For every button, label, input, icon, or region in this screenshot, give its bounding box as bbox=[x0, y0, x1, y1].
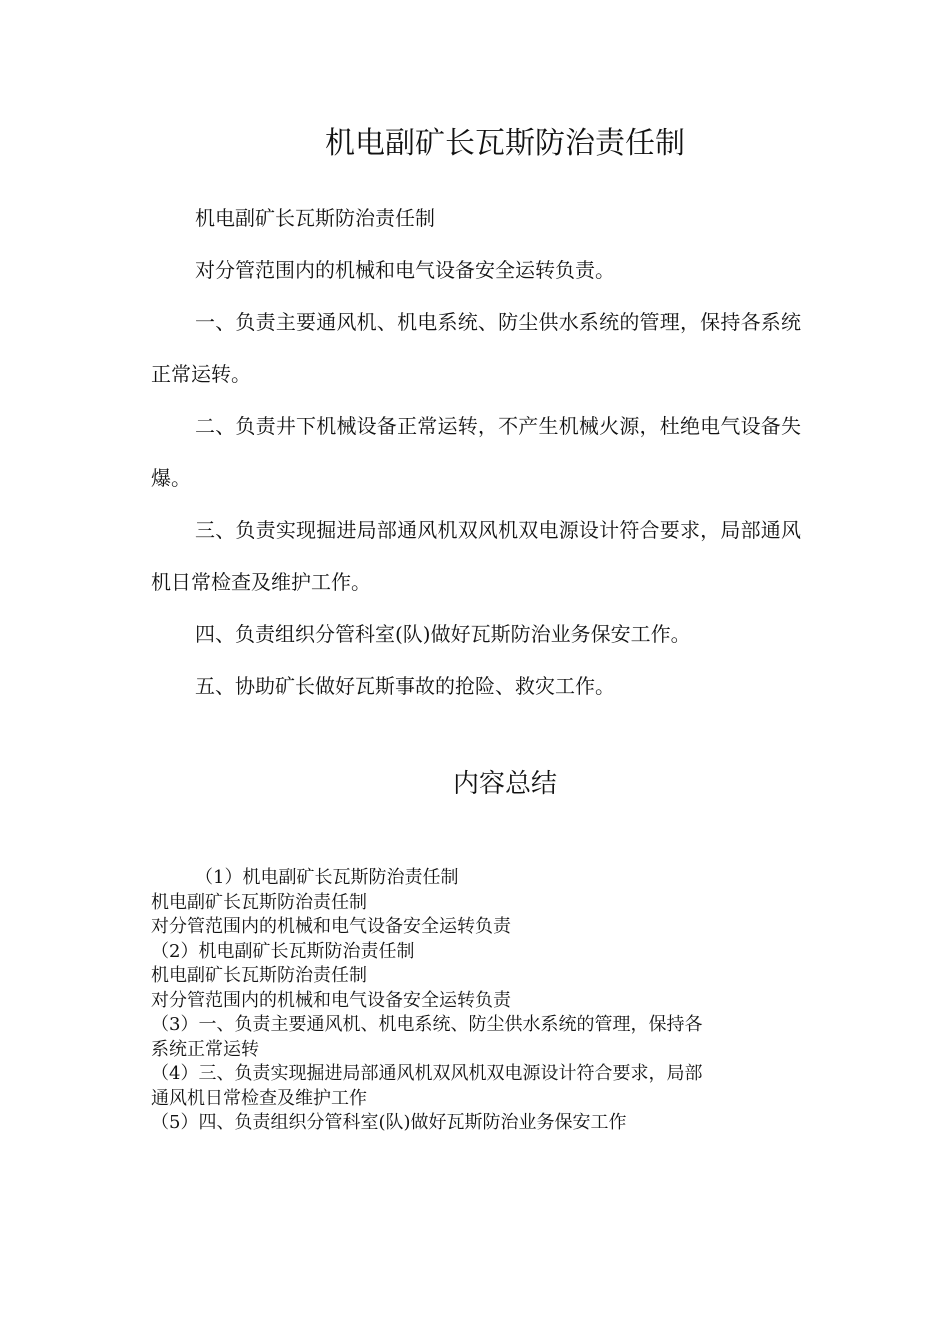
paragraph: 三、负责实现掘进局部通风机双风机双电源设计符合要求，局部通风机日常检查及维护工作。 bbox=[151, 518, 801, 594]
summary-line: 通风机日常检查及维护工作 bbox=[151, 1087, 367, 1109]
summary-line: 机电副矿长瓦斯防治责任制 bbox=[151, 891, 367, 913]
paragraph: 一、负责主要通风机、机电系统、防尘供水系统的管理，保持各系统正常运转。 bbox=[151, 310, 801, 386]
document-title: 机电副矿长瓦斯防治责任制 bbox=[325, 126, 685, 161]
document-body bbox=[151, 192, 801, 712]
summary-line: （1）机电副矿长瓦斯防治责任制 bbox=[195, 867, 459, 888]
summary-line: 机电副矿长瓦斯防治责任制 bbox=[151, 965, 367, 986]
summary-title: 内容总结 bbox=[452, 769, 557, 799]
summary-line: 系统正常运转 bbox=[151, 1038, 259, 1060]
summary-line: （5）四、负责组织分管科室(队)做好瓦斯防治业务保安工作 bbox=[151, 1112, 627, 1133]
summary-line: （3）一、负责主要通风机、机电系统、防尘供水系统的管理，保持各 bbox=[151, 1014, 703, 1035]
summary-line: 对分管范围内的机械和电气设备安全运转负责 bbox=[151, 989, 511, 1011]
summary-line: （4）三、负责实现掘进局部通风机双风机双电源设计符合要求，局部 bbox=[151, 1063, 703, 1084]
paragraph: 四、负责组织分管科室(队)做好瓦斯防治业务保安工作。 bbox=[195, 622, 691, 646]
summary-block bbox=[151, 866, 791, 1136]
paragraph: 机电副矿长瓦斯防治责任制 bbox=[195, 206, 435, 230]
summary-line: 对分管范围内的机械和电气设备安全运转负责 bbox=[151, 916, 511, 937]
paragraph: 五、协助矿长做好瓦斯事故的抢险、救灾工作。 bbox=[195, 674, 615, 698]
paragraph: 对分管范围内的机械和电气设备安全运转负责。 bbox=[195, 258, 615, 282]
summary-line: （2）机电副矿长瓦斯防治责任制 bbox=[151, 940, 415, 962]
paragraph: 二、负责井下机械设备正常运转，不产生机械火源，杜绝电气设备失爆。 bbox=[151, 414, 801, 490]
